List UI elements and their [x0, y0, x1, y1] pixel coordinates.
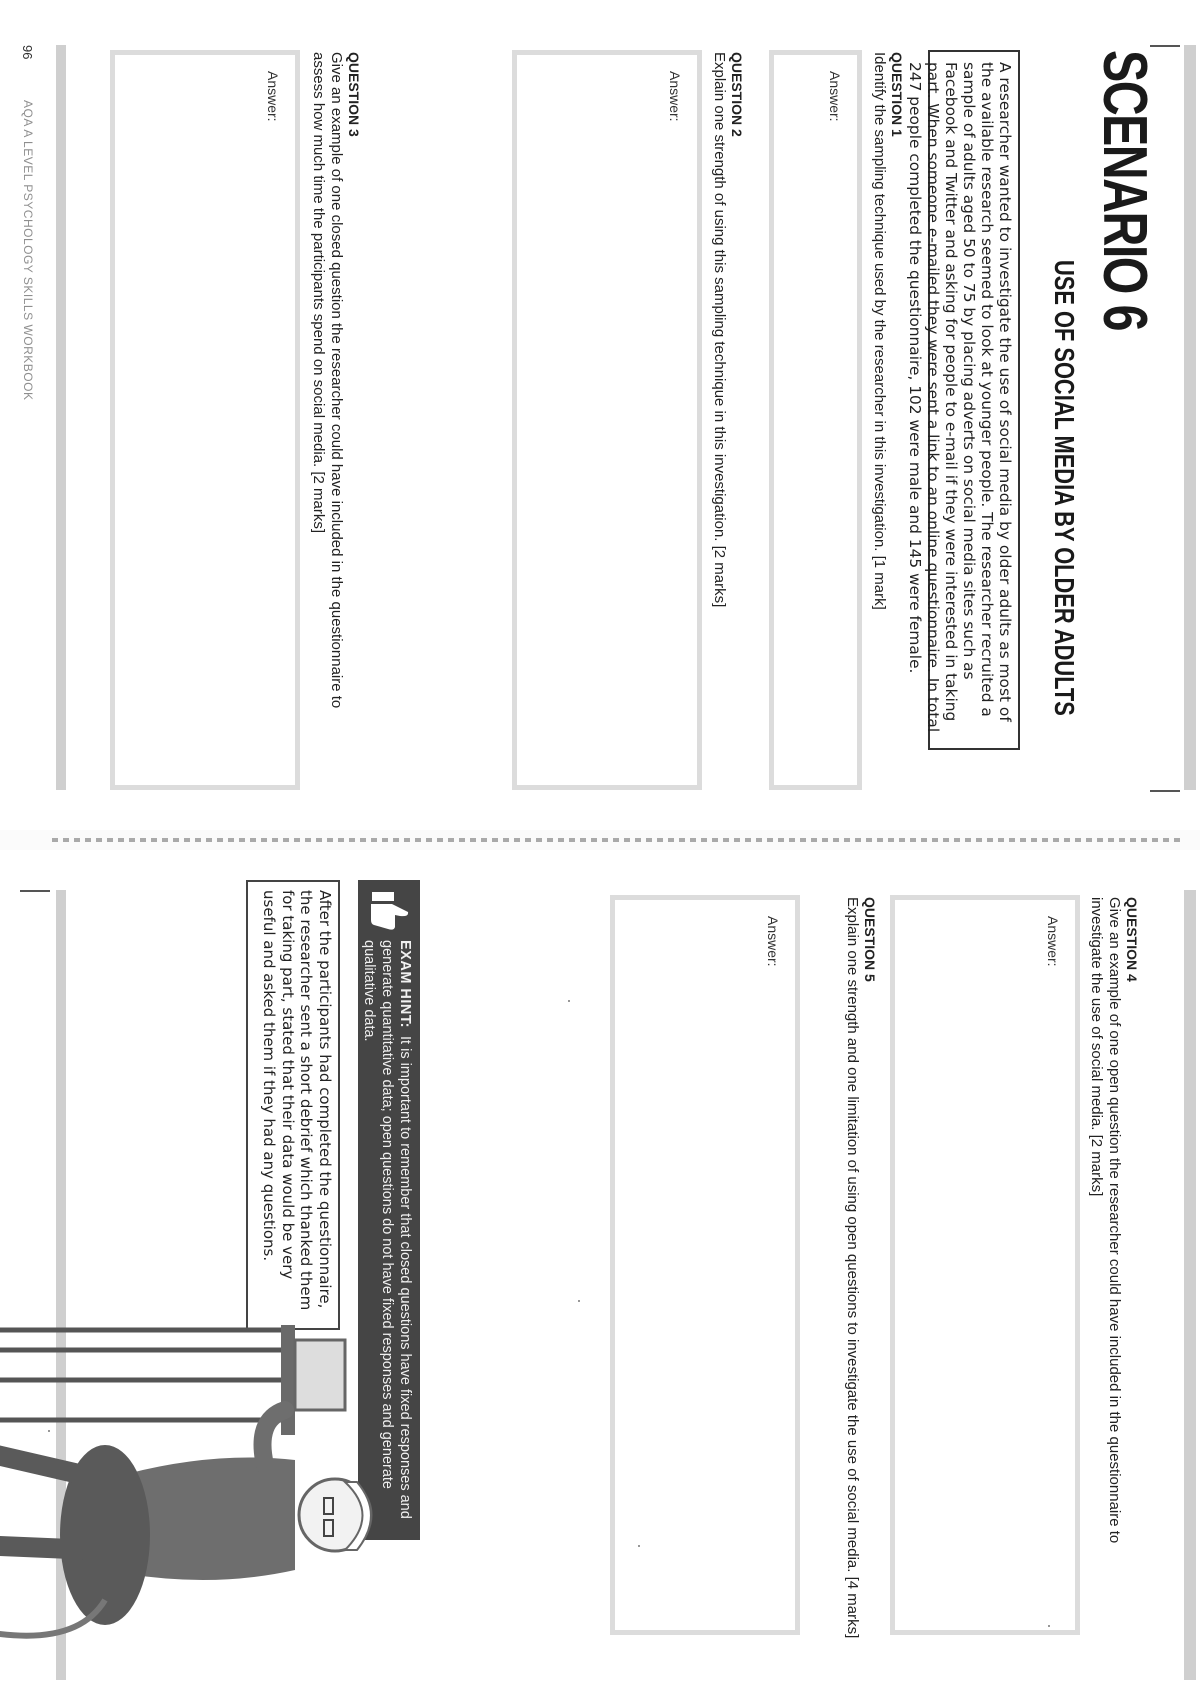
- scan-speck: [638, 1545, 640, 1547]
- thumbs-up-icon: [368, 890, 412, 932]
- answer-label: Answer:: [827, 71, 843, 122]
- exam-hint-title: EXAM HINT:: [397, 940, 413, 1028]
- exam-hint-text: It is important to remember that closed questions have fixed responses and generate quantitative data; open questions do not have fixed responses and generate qualitative data.: [361, 940, 413, 1519]
- answer-label: Answer:: [765, 916, 781, 967]
- scan-speck: [578, 1300, 580, 1302]
- question-2-label: QUESTION 2: [729, 52, 745, 137]
- scan-speck: [1048, 1625, 1050, 1627]
- question-1-text: Identify the sampling technique used by the researcher in this investigation. [1 mark]: [871, 52, 888, 610]
- question-5-label: QUESTION 5: [862, 897, 878, 982]
- bottom-rule: [56, 45, 66, 790]
- question-5-answer-box[interactable]: [610, 895, 800, 1635]
- top-rule: [1184, 890, 1196, 1680]
- question-2-answer-box[interactable]: [512, 50, 702, 790]
- page-number: 96: [20, 45, 35, 60]
- scan-speck: [48, 1430, 50, 1432]
- page-footer: AQA A LEVEL PSYCHOLOGY SKILLS WORKBOOK: [21, 100, 35, 401]
- man-at-computer-illustration: [0, 1300, 440, 1660]
- question-4-text: Give an example of one open question the researcher could have included in the questionnaire to investigate the use of social media. [2 marks]: [1088, 897, 1123, 1544]
- left-page: [0, 0, 1200, 830]
- question-3-label: QUESTION 3: [346, 52, 362, 137]
- top-rule: [1184, 45, 1196, 790]
- page-fold: [50, 838, 1180, 842]
- scenario-description: A researcher wanted to investigate the use of social media by older adults as most of the available research seemed to look at younger people. The researcher recruited a sample of adults aged 50 to 75 by placing adverts on social media sites such as Facebook and Twitter and asking for people to e-mail if they were interested in taking part. When someone e-mailed they were sent a link to an online questionnaire. In total 247 people completed the questionnaire, 102 were male and 145 were female.: [928, 50, 1020, 750]
- question-5-text: Explain one strength and one limitation of using open questions to investigate the use of social media. [4 marks]: [844, 897, 861, 1639]
- question-1-answer-box[interactable]: [769, 50, 862, 790]
- page-subtitle: USE OF SOCIAL MEDIA BY OLDER ADULTS: [1049, 260, 1080, 716]
- answer-label: Answer:: [1045, 916, 1061, 967]
- question-2-text: Explain one strength of using this sampling technique in this investigation. [2 marks]: [711, 52, 728, 608]
- question-1-label: QUESTION 1: [889, 52, 905, 137]
- trim-mark: [20, 890, 50, 892]
- answer-label: Answer:: [667, 71, 683, 122]
- trim-mark: [1150, 45, 1180, 47]
- trim-mark: [1150, 790, 1180, 792]
- debrief-description: After the participants had completed the questionnaire, the researcher sent a short debrief which thanked them for taking part, stated that their data would be very useful and asked them if they had any questions.: [246, 880, 340, 1330]
- question-3-text: Give an example of one closed question the researcher could have included in the questionnaire to assess how much time the participants spend on social media. [2 marks]: [310, 52, 345, 709]
- question-4-answer-box[interactable]: [890, 895, 1080, 1635]
- scan-speck: [568, 1000, 570, 1002]
- question-4-label: QUESTION 4: [1124, 897, 1140, 982]
- answer-label: Answer:: [265, 71, 281, 122]
- question-3-answer-box[interactable]: [110, 50, 300, 790]
- page-title: SCENARIO 6: [1090, 50, 1159, 330]
